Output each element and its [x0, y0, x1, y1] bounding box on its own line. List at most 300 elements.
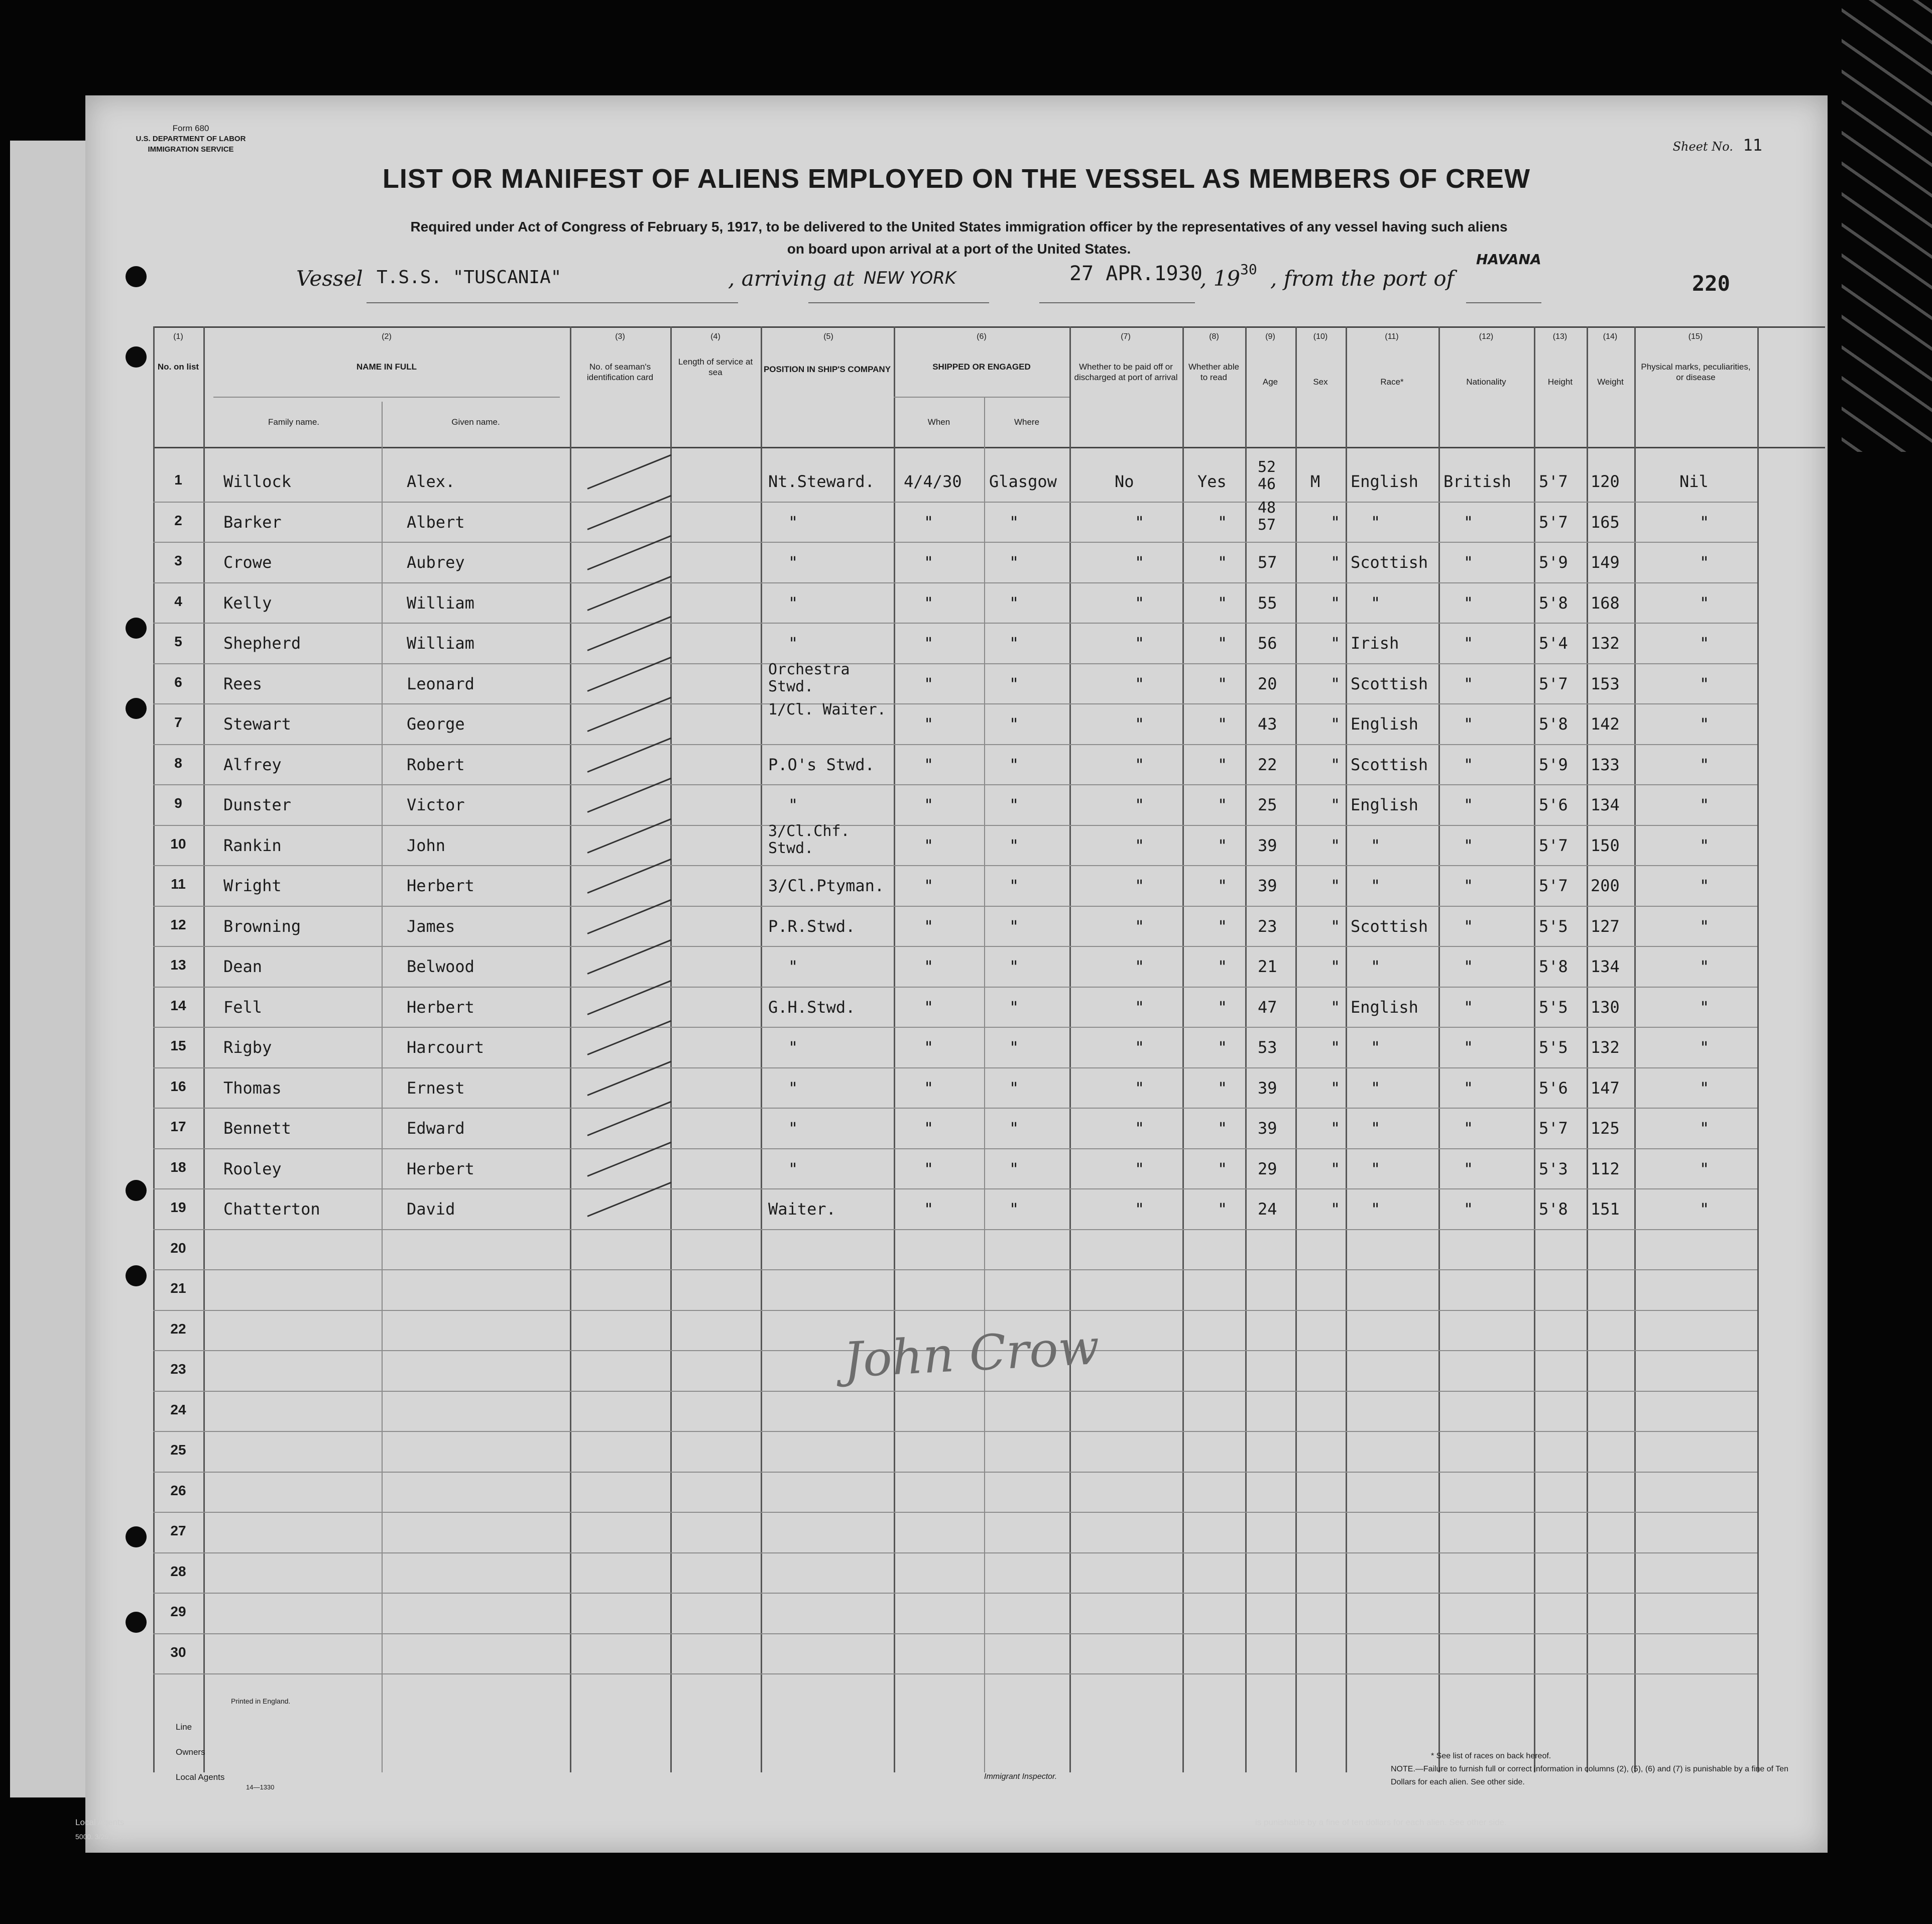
cell-when: " [924, 1038, 934, 1057]
col-number: (2) [382, 332, 392, 341]
cell-position: " [788, 1159, 798, 1178]
cell-position: G.H.Stwd. [768, 997, 856, 1017]
cell-position: 3/Cl.Ptyman. [768, 876, 885, 895]
cell-when: " [924, 835, 934, 855]
cell-nationality: " [1464, 1038, 1474, 1057]
cell-given-name: Edward [407, 1119, 465, 1138]
cell-weight: 134 [1591, 957, 1620, 976]
cell-paid-off: " [1135, 1038, 1145, 1057]
cell-able-read: " [1218, 1199, 1228, 1219]
cell-race: " [1371, 1078, 1381, 1098]
inspector-label: Immigrant Inspector. [984, 1772, 1057, 1781]
cell-position: Orchestra Stwd. [768, 660, 850, 695]
port-underline [808, 302, 989, 303]
cell-nationality: " [1464, 1159, 1474, 1178]
cell-able-read: " [1218, 997, 1228, 1017]
cell-where: " [1009, 512, 1019, 532]
cell-paid-off: " [1135, 835, 1145, 855]
col-rule [1757, 326, 1759, 1772]
cell-where: " [1009, 553, 1019, 572]
cell-sex: " [1331, 1078, 1341, 1098]
cell-when: " [924, 997, 934, 1017]
cell-race: English [1351, 997, 1418, 1017]
cell-race: " [1371, 1119, 1381, 1138]
sheet-number-value: 11 [1743, 136, 1762, 155]
cell-sex: " [1331, 997, 1341, 1017]
cell-given-name: Alex. [407, 472, 455, 491]
table-row [85, 1028, 1757, 1068]
cell-weight: 132 [1591, 634, 1620, 653]
cell-when: " [924, 674, 934, 693]
cell-physical-marks: " [1700, 755, 1710, 774]
cell-when: " [924, 1159, 934, 1178]
cell-race: Irish [1351, 634, 1399, 653]
from-port: HAVANA [1476, 251, 1541, 268]
cell-race: " [1371, 835, 1381, 855]
cell-paid-off: " [1135, 593, 1145, 613]
department: U.S. DEPARTMENT OF LABOR [136, 135, 246, 143]
cell-weight: 142 [1591, 714, 1620, 734]
cell-nationality: " [1464, 795, 1474, 814]
cell-position: " [788, 593, 798, 613]
sheet-number [1673, 136, 1762, 155]
cell-weight: 125 [1591, 1119, 1620, 1138]
cell-family-name: Crowe [223, 553, 272, 572]
row-number: 17 [170, 1119, 186, 1134]
cell-sex: " [1331, 916, 1341, 936]
cell-position: P.O's Stwd. [768, 755, 875, 774]
cell-paid-off: " [1135, 876, 1145, 895]
cell-able-read: " [1218, 957, 1228, 976]
cell-given-name: William [407, 634, 474, 653]
cell-nationality: " [1464, 674, 1474, 693]
cell-height: 5'9 [1539, 755, 1568, 774]
cell-nationality: " [1464, 553, 1474, 572]
cell-nationality: " [1464, 1119, 1474, 1138]
header-bottom-rule [153, 447, 1825, 448]
printed-in: Printed in England. [231, 1697, 291, 1705]
cell-given-name: Harcourt [407, 1038, 485, 1057]
cell-physical-marks: " [1700, 1199, 1710, 1219]
cell-height: 5'7 [1539, 835, 1568, 855]
cell-height: 5'8 [1539, 957, 1568, 976]
cell-when: " [924, 876, 934, 895]
cell-height: 5'7 [1539, 674, 1568, 693]
cell-when: " [924, 1078, 934, 1098]
cell-sex: M [1310, 472, 1320, 491]
footer-form-code: 14—1330 [246, 1783, 275, 1791]
cell-family-name: Fell [223, 997, 263, 1017]
cell-age: 43 [1258, 714, 1277, 734]
cell-sex: " [1331, 634, 1341, 653]
cell-given-name: Victor [407, 795, 465, 814]
table-row [85, 1109, 1757, 1149]
cell-position: Waiter. [768, 1199, 836, 1219]
date-underline [1039, 302, 1195, 303]
cell-physical-marks: " [1700, 997, 1710, 1017]
cell-age: 21 [1258, 957, 1277, 976]
cell-age: 48 57 [1258, 499, 1276, 534]
cell-physical-marks: " [1700, 916, 1710, 936]
cell-height: 5'8 [1539, 714, 1568, 734]
cell-where: " [1009, 634, 1019, 653]
cell-weight: 120 [1591, 472, 1620, 491]
cell-sex: " [1331, 714, 1341, 734]
cell-physical-marks: " [1700, 674, 1710, 693]
header-paid-off: Whether to be paid off or discharged at port of arrival [1074, 362, 1178, 382]
cell-physical-marks: " [1700, 634, 1710, 653]
cell-physical-marks: " [1700, 957, 1710, 976]
cell-able-read: " [1218, 1038, 1228, 1057]
row-number: 12 [170, 916, 186, 932]
cell-given-name: Herbert [407, 876, 474, 895]
cell-age: 20 [1258, 674, 1277, 693]
cell-paid-off: " [1135, 714, 1145, 734]
cell-able-read: " [1218, 835, 1228, 855]
cell-able-read: " [1218, 876, 1228, 895]
cell-age: 23 [1258, 916, 1277, 936]
col-number: (8) [1209, 332, 1219, 341]
header-family-name: Family name. [268, 417, 320, 427]
cell-weight: 200 [1591, 876, 1620, 895]
cell-race: " [1371, 957, 1381, 976]
row-number: 1 [174, 472, 182, 488]
pencil-tick [587, 454, 671, 490]
cell-age: 39 [1258, 835, 1277, 855]
cell-paid-off: " [1135, 755, 1145, 774]
cell-when: " [924, 755, 934, 774]
table-row [85, 1189, 1757, 1230]
page-title: LIST OR MANIFEST OF ALIENS EMPLOYED ON THE VESSEL AS MEMBERS OF CREW [382, 164, 1531, 194]
header-length-service: Length of service at sea [678, 357, 753, 377]
cell-paid-off: " [1135, 1119, 1145, 1138]
cell-height: 5'7 [1539, 472, 1568, 491]
row-number: 29 [170, 1604, 186, 1619]
table-row [85, 624, 1757, 664]
footer-notes [1391, 1750, 1792, 1789]
row-number: 8 [174, 755, 182, 771]
cell-sex: " [1331, 755, 1341, 774]
vessel-line [296, 251, 1802, 296]
header-no-on-list: No. on list [157, 362, 199, 372]
table-row [85, 543, 1757, 583]
header-weight: Weight [1597, 377, 1624, 387]
cell-sex: " [1331, 674, 1341, 693]
cell-given-name: George [407, 714, 465, 734]
footer-line-label: Line [176, 1722, 192, 1732]
cell-where: " [1009, 1199, 1019, 1219]
row-number: 18 [170, 1159, 186, 1175]
cell-family-name: Rigby [223, 1038, 272, 1057]
table-row [85, 1634, 1757, 1675]
col-number: (12) [1479, 332, 1494, 341]
cell-position: " [788, 957, 798, 976]
underlying-note: is punishable by a fine of ten dollars for each alien. See other side. [1255, 1818, 1507, 1827]
arriving-port: NEW YORK [864, 268, 956, 288]
row-number: 23 [170, 1361, 186, 1377]
cell-where: " [1009, 997, 1019, 1017]
subtitle-line-1: Required under Act of Congress of February 5, 1917, to be delivered to the United States immigration officer by the representatives of any vessel having such aliens [410, 219, 1508, 234]
col-number: (13) [1552, 332, 1567, 341]
cell-able-read: " [1218, 674, 1228, 693]
table-top-rule [153, 326, 1825, 328]
cell-when: " [924, 916, 934, 936]
cell-where: " [1009, 916, 1019, 936]
cell-where: " [1009, 795, 1019, 814]
table-row [85, 1149, 1757, 1190]
cell-sex: " [1331, 593, 1341, 613]
row-number: 25 [170, 1442, 186, 1458]
cell-able-read: " [1218, 1119, 1228, 1138]
table-row [85, 1432, 1757, 1473]
cell-able-read: " [1218, 634, 1228, 653]
row-number: 20 [170, 1240, 186, 1256]
cell-able-read: " [1218, 714, 1228, 734]
cell-position: P.R.Stwd. [768, 916, 856, 936]
cell-height: 5'5 [1539, 1038, 1568, 1057]
cell-paid-off: " [1135, 634, 1145, 653]
header-given-name: Given name. [451, 417, 500, 427]
cell-given-name: Robert [407, 755, 465, 774]
col-number: (7) [1121, 332, 1131, 341]
cell-age: 53 [1258, 1038, 1277, 1057]
table-row [85, 1068, 1757, 1109]
cell-race: English [1351, 472, 1418, 491]
cell-height: 5'6 [1539, 1078, 1568, 1098]
cell-given-name: William [407, 593, 474, 613]
cell-race: Scottish [1351, 553, 1428, 572]
cell-position: " [788, 795, 798, 814]
cell-family-name: Shepherd [223, 634, 301, 653]
cell-race: " [1371, 1199, 1381, 1219]
row-number: 27 [170, 1523, 186, 1538]
cell-family-name: Thomas [223, 1078, 282, 1098]
cell-position: Nt.Steward. [768, 472, 875, 491]
row-number: 19 [170, 1199, 186, 1215]
cell-paid-off: " [1135, 916, 1145, 936]
col-number: (6) [977, 332, 987, 341]
table-row [85, 947, 1757, 988]
row-number: 16 [170, 1078, 186, 1094]
table-row [85, 660, 1757, 705]
table-row [85, 907, 1757, 947]
cell-nationality: " [1464, 634, 1474, 653]
header-name-in-full: NAME IN FULL [356, 362, 417, 372]
underlying-form-code: 5000. 3/29. 22/366. [75, 1833, 136, 1841]
cell-height: 5'7 [1539, 876, 1568, 895]
cell-family-name: Wright [223, 876, 282, 895]
cell-physical-marks: Nil [1679, 472, 1709, 491]
cell-age: 39 [1258, 876, 1277, 895]
cell-position: " [788, 512, 798, 532]
cell-position: " [788, 1038, 798, 1057]
cell-nationality: " [1464, 997, 1474, 1017]
cell-height: 5'8 [1539, 1199, 1568, 1219]
header-race: Race* [1380, 377, 1404, 387]
cell-where: " [1009, 1159, 1019, 1178]
row-number: 14 [170, 997, 186, 1013]
cell-when: " [924, 1119, 934, 1138]
cell-weight: 132 [1591, 1038, 1620, 1057]
underlying-page-edge [10, 141, 85, 1797]
cell-given-name: Leonard [407, 674, 474, 693]
table-row [85, 1513, 1757, 1553]
cell-age: 39 [1258, 1078, 1277, 1098]
row-number: 4 [174, 593, 182, 609]
cell-age: 25 [1258, 795, 1277, 814]
cell-when: " [924, 634, 934, 653]
table-row [85, 1553, 1757, 1594]
cell-sex: " [1331, 957, 1341, 976]
cell-family-name: Dean [223, 957, 263, 976]
from-label: , from the port of [1270, 266, 1455, 291]
cell-physical-marks: " [1700, 1078, 1710, 1098]
header-able-read: Whether able to read [1188, 362, 1240, 382]
cell-family-name: Dunster [223, 795, 291, 814]
cell-sex: " [1331, 795, 1341, 814]
sub-rule [894, 397, 1069, 398]
cell-given-name: Belwood [407, 957, 474, 976]
cell-nationality: " [1464, 835, 1474, 855]
table-row [85, 1594, 1757, 1634]
cell-height: 5'8 [1539, 593, 1568, 613]
cell-able-read: " [1218, 553, 1228, 572]
manifest-sheet [85, 95, 1828, 1853]
cell-race: " [1371, 1038, 1381, 1057]
cell-where: " [1009, 1078, 1019, 1098]
cell-weight: 149 [1591, 553, 1620, 572]
table-row [85, 988, 1757, 1028]
header-position: POSITION IN SHIP'S COMPANY [763, 365, 891, 374]
table-row [85, 1392, 1757, 1432]
cell-paid-off: " [1135, 512, 1145, 532]
cell-where: " [1009, 714, 1019, 734]
from-underline [1466, 302, 1541, 303]
cell-where: Glasgow [989, 472, 1057, 491]
cell-height: 5'5 [1539, 916, 1568, 936]
cell-height: 5'7 [1539, 1119, 1568, 1138]
row-number: 13 [170, 957, 186, 973]
date-stamp: 27 APR.1930 [1069, 262, 1202, 285]
cell-when: " [924, 593, 934, 613]
cell-physical-marks: " [1700, 512, 1710, 532]
cell-family-name: Willock [223, 472, 291, 491]
cell-weight: 134 [1591, 795, 1620, 814]
cell-age: 57 [1258, 553, 1277, 572]
cell-family-name: Rees [223, 674, 263, 693]
table-row [85, 785, 1757, 826]
cell-physical-marks: " [1700, 1038, 1710, 1057]
cell-paid-off: " [1135, 1199, 1145, 1219]
cell-able-read: " [1218, 1078, 1228, 1098]
header-physical: Physical marks, peculiarities, or disease [1641, 362, 1751, 382]
cell-height: 5'4 [1539, 634, 1568, 653]
footer-owners-label: Owners [176, 1747, 205, 1757]
underlying-local-agents: Local Agents [75, 1818, 125, 1827]
cell-given-name: Herbert [407, 1159, 474, 1178]
cell-race: " [1371, 1159, 1381, 1178]
cell-age: 52 46 [1258, 458, 1276, 493]
cell-paid-off: " [1135, 1159, 1145, 1178]
cell-paid-off: " [1135, 674, 1145, 693]
cell-family-name: Bennett [223, 1119, 291, 1138]
cell-able-read: " [1218, 916, 1228, 936]
cell-height: 5'7 [1539, 512, 1568, 532]
cell-where: " [1009, 755, 1019, 774]
cell-sex: " [1331, 1038, 1341, 1057]
vessel-label: Vessel [296, 266, 363, 291]
cell-when: " [924, 553, 934, 572]
cell-family-name: Rooley [223, 1159, 282, 1178]
table-row [85, 1473, 1757, 1513]
cell-where: " [1009, 593, 1019, 613]
header-id-card: No. of seaman's identification card [586, 362, 654, 382]
cell-sex: " [1331, 553, 1341, 572]
cell-race: " [1371, 593, 1381, 613]
row-number: 24 [170, 1401, 186, 1417]
penalty-note: NOTE.—Failure to furnish full or correct information in columns (2), (5), (6) and (7) is punishable by a fine of Ten Dollars for each alien. See other side. [1391, 1765, 1789, 1786]
col-number: (3) [615, 332, 625, 341]
cell-when: " [924, 957, 934, 976]
cell-sex: " [1331, 1199, 1341, 1219]
cell-nationality: " [1464, 512, 1474, 532]
row-number: 15 [170, 1038, 186, 1053]
cell-family-name: Rankin [223, 835, 282, 855]
cell-paid-off: " [1135, 1078, 1145, 1098]
cell-age: 47 [1258, 997, 1277, 1017]
col-number: (15) [1688, 332, 1703, 341]
punch-hole [126, 266, 147, 287]
sheet-label: Sheet No. [1672, 140, 1733, 154]
signature: John Crow [842, 1318, 1101, 1389]
table-row [85, 745, 1757, 786]
service: IMMIGRATION SERVICE [148, 145, 234, 154]
row-number: 10 [170, 835, 186, 852]
cell-physical-marks: " [1700, 795, 1710, 814]
col-number: (1) [173, 332, 183, 341]
col-number: (4) [710, 332, 720, 341]
cell-race: " [1371, 512, 1381, 532]
row-number: 21 [170, 1280, 186, 1296]
cell-nationality: " [1464, 1078, 1474, 1098]
cell-weight: 112 [1591, 1159, 1620, 1178]
col-number: (9) [1265, 332, 1275, 341]
cell-race: " [1371, 876, 1381, 895]
cell-weight: 130 [1591, 997, 1620, 1017]
year-suffix: 30 [1240, 261, 1257, 278]
row-rule [153, 1673, 1757, 1674]
year-prefix: , 19 [1200, 266, 1241, 291]
cell-sex: " [1331, 835, 1341, 855]
row-number: 30 [170, 1644, 186, 1660]
cell-able-read: " [1218, 795, 1228, 814]
cell-position: " [788, 1078, 798, 1098]
cell-age: 55 [1258, 593, 1277, 613]
crew-table [85, 326, 1828, 1838]
cell-family-name: Barker [223, 512, 282, 532]
cell-when: " [924, 1199, 934, 1219]
table-row [85, 458, 1757, 503]
cell-age: 24 [1258, 1199, 1277, 1219]
row-number: 26 [170, 1482, 186, 1498]
cell-physical-marks: " [1700, 593, 1710, 613]
row-number: 3 [174, 553, 182, 568]
cell-given-name: Herbert [407, 997, 474, 1017]
cell-given-name: Albert [407, 512, 465, 532]
form-identifier [136, 123, 246, 155]
cell-nationality: " [1464, 957, 1474, 976]
cell-age: 29 [1258, 1159, 1277, 1178]
